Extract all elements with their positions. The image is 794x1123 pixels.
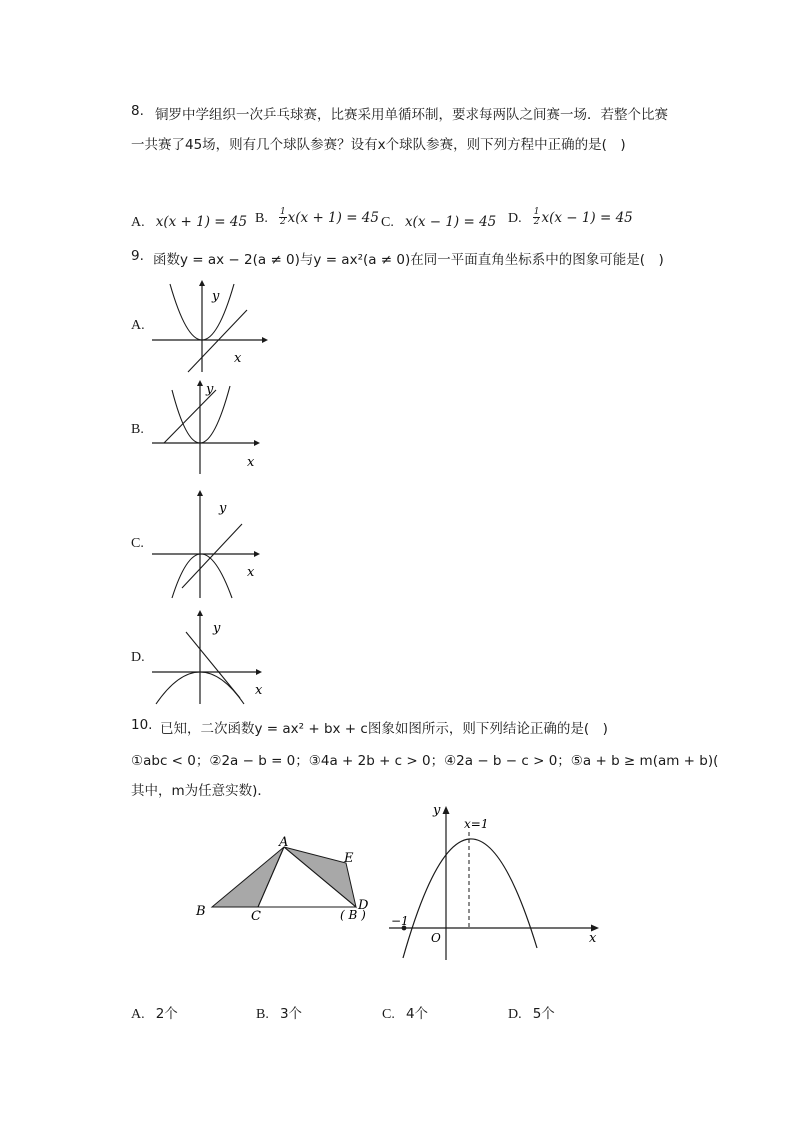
q8-number: 8. <box>131 103 144 119</box>
x-axis-arrow <box>254 440 260 446</box>
q9-text: 函数y = ax − 2(a ≠ 0)与y = ax²(a ≠ 0)在同一平面直角坐标系中的图象可能是( ) <box>153 252 664 268</box>
option-expr: x(x − 1) = 45 <box>404 214 497 230</box>
q10-text-line2: ①abc < 0；②2a − b = 0；③4a + 2b + c > 0；④2a − b − c > 0；⑤a + b ≥ m(am + b)( <box>131 753 719 769</box>
option-label: D. <box>508 211 522 226</box>
x-axis-arrow <box>256 669 262 675</box>
q10-option-a <box>131 1002 178 1023</box>
y-label: y <box>433 803 441 818</box>
q9-graph-d <box>150 610 265 705</box>
y-label: y <box>206 382 214 397</box>
q10-option-b <box>256 1002 302 1023</box>
fraction-one-half: $\frac{1}{2}$ <box>533 207 540 227</box>
y-axis-arrow <box>197 610 203 616</box>
x-label: x <box>234 351 242 366</box>
parabola <box>172 554 232 598</box>
q8-text-line1: 铜罗中学组织一次乒乓球赛，比赛采用单循环制，要求每两队之间赛一场．若整个比赛 <box>155 107 668 123</box>
q10-option-d <box>508 1002 555 1023</box>
q9-graph-a <box>150 280 265 375</box>
option-label: A. <box>131 1007 145 1022</box>
q8-option-d <box>508 207 633 227</box>
y-label: y <box>212 289 220 304</box>
x-label: x <box>589 931 597 946</box>
q8-text-line2: 一共赛了45场，则有几个球队参赛？设有x个球队参赛，则下列方程中正确的是( ) <box>131 137 626 153</box>
q9-graph-c <box>150 490 265 600</box>
line <box>164 390 216 443</box>
y-axis-arrow <box>199 280 205 286</box>
option-label: A. <box>131 215 145 230</box>
option-expr: x(x + 1) = 45 <box>287 210 379 226</box>
axis-of-symmetry-label: x=1 <box>464 817 489 831</box>
line <box>186 632 240 698</box>
option-text: 3个 <box>279 1006 303 1022</box>
point-d-label: D <box>358 898 369 913</box>
option-expr: x(x − 1) = 45 <box>541 210 633 226</box>
q9-option-a-label: A. <box>131 318 145 333</box>
x-label: x <box>247 565 255 580</box>
y-axis-arrow <box>443 806 450 814</box>
option-label: C. <box>382 1007 395 1022</box>
q9-graph-b <box>150 380 265 475</box>
point-b-image-label: ( B ) <box>340 908 366 922</box>
option-label: B. <box>256 1007 269 1022</box>
option-text: 4个 <box>405 1006 429 1022</box>
y-label: y <box>213 621 221 636</box>
x-axis-arrow <box>254 551 260 557</box>
option-expr: x(x + 1) = 45 <box>155 214 248 230</box>
q8-option-a <box>131 211 247 231</box>
parabola <box>403 839 537 958</box>
point-a-label: A <box>279 835 289 850</box>
option-label: C. <box>381 215 394 230</box>
neg-one-label: −1 <box>391 914 409 928</box>
option-text: 5个 <box>532 1006 555 1022</box>
fraction-one-half: $\frac{1}{2}$ <box>279 207 286 227</box>
x-label: x <box>255 683 263 698</box>
parabola <box>172 386 230 443</box>
q10-triangle-figure <box>190 835 380 925</box>
q9-option-c-label: C. <box>131 536 144 551</box>
y-axis-arrow <box>197 490 203 496</box>
q10-text-line1: 已知，二次函数y = ax² + bx + c图象如图所示，则下列结论正确的是( ) <box>160 721 608 737</box>
y-label: y <box>219 501 227 516</box>
q9-option-d-label: D. <box>131 650 145 665</box>
q8-option-c <box>381 211 496 231</box>
q9-number: 9. <box>131 248 144 264</box>
y-axis-arrow <box>197 380 203 386</box>
point-b-label: B <box>196 904 206 919</box>
option-label: B. <box>255 211 268 226</box>
q10-option-c <box>382 1002 428 1023</box>
point-e-label: E <box>344 851 354 866</box>
q10-number: 10. <box>131 717 153 733</box>
option-label: D. <box>508 1007 522 1022</box>
point-c-label: C <box>251 909 261 924</box>
q10-text-line3: 其中，m为任意实数)． <box>131 783 271 799</box>
option-text: 2个 <box>155 1006 178 1022</box>
origin-label: O <box>431 931 441 945</box>
line <box>182 524 242 588</box>
x-axis-arrow <box>262 337 268 343</box>
x-label: x <box>247 455 255 470</box>
q10-parabola-graph <box>385 800 605 965</box>
shaded-triangle-abc <box>212 847 284 907</box>
q9-option-b-label: B. <box>131 422 144 437</box>
q8-option-b <box>255 207 379 227</box>
